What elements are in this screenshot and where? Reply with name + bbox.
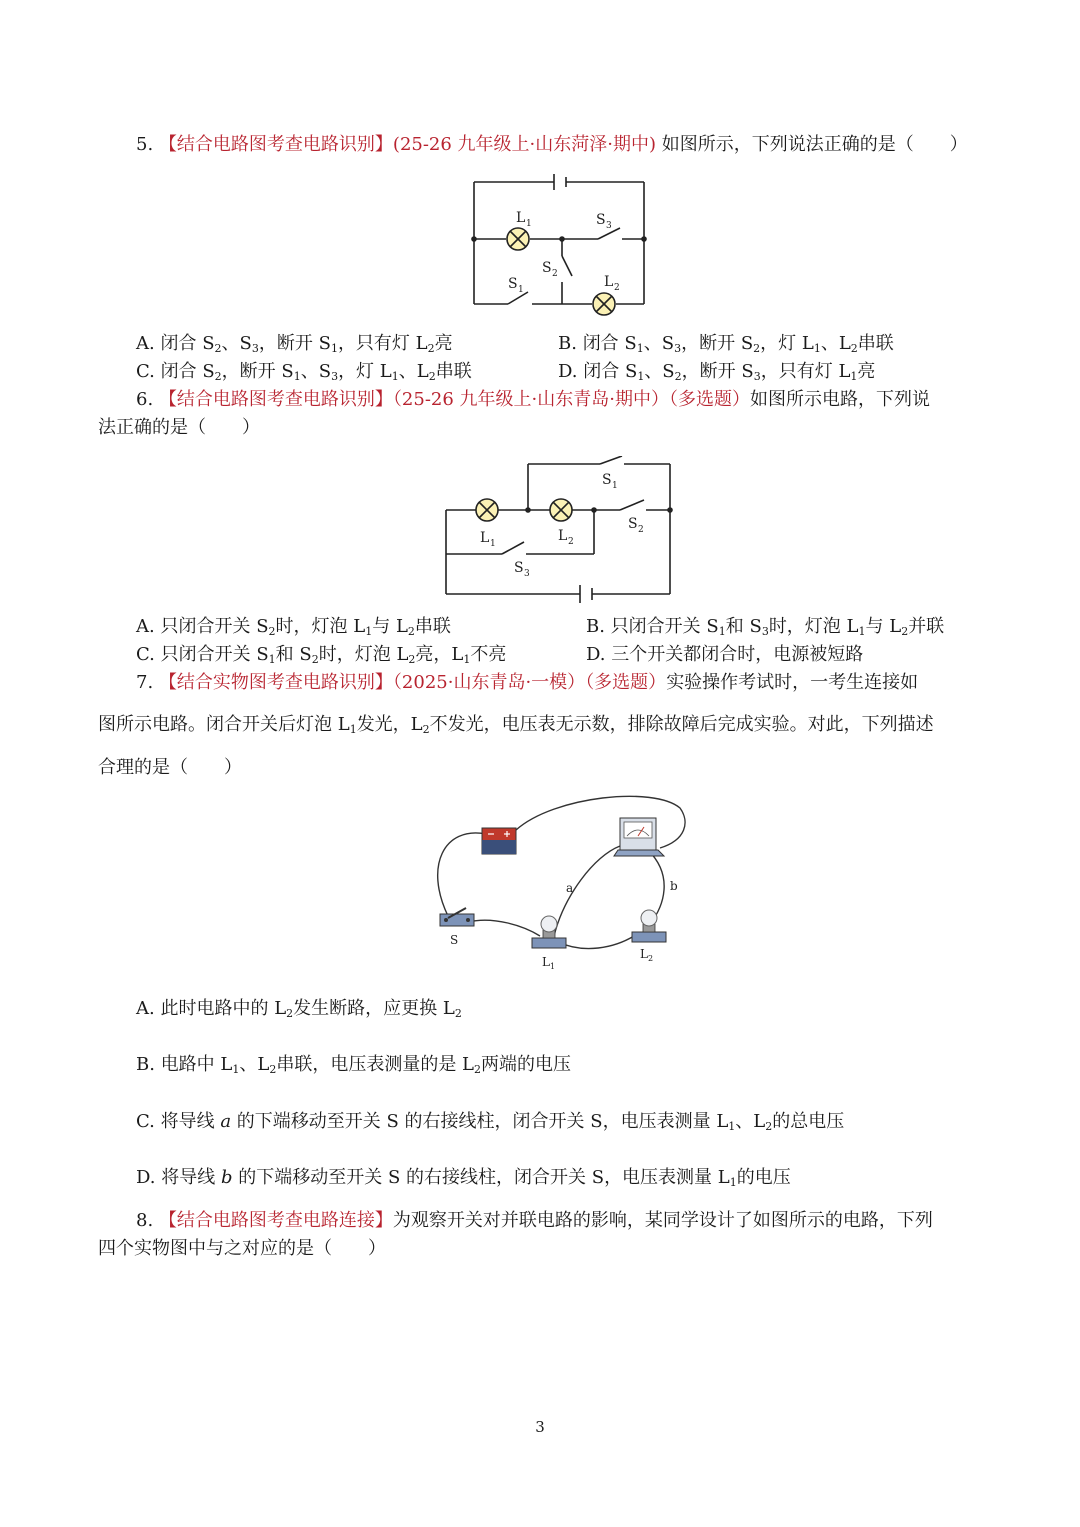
- q7-physical-circuit-figure: [424, 786, 694, 976]
- svg-text:b: b: [670, 879, 678, 893]
- q7-option-d[interactable]: D. 将导线 b 的下端移动至开关 S 的右接线柱，闭合开关 S，电压表测量 $L_1$的电压: [136, 1167, 791, 1189]
- svg-text:1: 1: [612, 481, 618, 491]
- q7-option-c[interactable]: C. 将导线 a 的下端移动至开关 S 的右接线柱，闭合开关 S，电压表测量 $L_1$、$L_2$的总电压: [136, 1111, 845, 1133]
- q7-stem-line1: 7. 【结合实物图考查电路识别】（2025·山东青岛·一模）（多选题）实验操作考试时，一考生连接如: [136, 672, 919, 693]
- q7-stem-line2: 图所示电路。闭合开关后灯泡 $L_1$发光，$L_2$不发光，电压表无示数，排除故障后完成实验。对此，下列描述: [98, 714, 934, 736]
- q5-source: (25-26 九年级上·山东菏泽·期中): [392, 134, 657, 155]
- q5-option-a[interactable]: A. 闭合 $S_2$、$S_3$，断开 $S_1$，只有灯 $L_2$亮: [136, 333, 453, 355]
- svg-text:S: S: [508, 276, 518, 292]
- svg-text:1: 1: [550, 962, 556, 971]
- svg-text:L: L: [480, 530, 490, 546]
- q7-source: （2025·山东青岛·一模）: [392, 672, 586, 693]
- q6-option-a[interactable]: A. 只闭合开关 $S_2$时，灯泡 $L_1$与 $L_2$串联: [136, 616, 451, 638]
- svg-text:L: L: [558, 528, 568, 544]
- q5-stem: 5. 【结合电路图考查电路识别】(25-26 九年级上·山东菏泽·期中) 如图所示，下列说法正确的是（ ）: [136, 134, 968, 155]
- page-number: 3: [535, 1418, 545, 1436]
- q8-stem-line2: 四个实物图中与之对应的是（ ）: [98, 1238, 386, 1259]
- q5-option-c[interactable]: C. 闭合 $S_2$，断开 $S_1$、$S_3$，灯 $L_1$、$L_2$串联: [136, 361, 472, 383]
- q6-lamp-l2-icon: [550, 499, 572, 521]
- q6-tag: 【结合电路图考查电路识别】: [158, 389, 393, 410]
- svg-text:S: S: [542, 260, 552, 276]
- q6-circuit-diagram: [436, 456, 686, 606]
- q6-option-d[interactable]: D. 三个开关都闭合时，电源被短路: [586, 644, 864, 665]
- q5-option-d[interactable]: D. 闭合 $S_1$、$S_2$，断开 $S_3$，只有灯 $L_1$亮: [558, 361, 876, 383]
- q5-lamp-l2-icon: [593, 293, 615, 315]
- svg-text:2: 2: [568, 537, 574, 547]
- svg-text:1: 1: [526, 219, 532, 229]
- q6-option-b[interactable]: B. 只闭合开关 $S_1$和 $S_3$时，灯泡 $L_1$与 $L_2$并联: [586, 616, 945, 638]
- q6-option-c[interactable]: C. 只闭合开关 $S_1$和 $S_2$时，灯泡 $L_2$亮，$L_1$不亮: [136, 644, 507, 666]
- svg-text:S: S: [450, 933, 459, 947]
- q8-stem-line1: 8. 【结合电路图考查电路连接】为观察开关对并联电路的影响，某同学设计了如图所示的电路，下列: [136, 1210, 933, 1231]
- lamp-l2-icon: [632, 910, 666, 942]
- svg-text:S: S: [602, 472, 612, 488]
- svg-text:1: 1: [490, 539, 496, 549]
- q6-multi: （多选题）: [668, 389, 750, 410]
- q7-stem-line3: 合理的是（ ）: [98, 757, 242, 778]
- q6-stem-line1: 6. 【结合电路图考查电路识别】（25-26 九年级上·山东青岛·期中）（多选题）如图所示电路，下列说: [136, 389, 930, 410]
- voltmeter-icon: [614, 818, 664, 856]
- svg-text:S: S: [628, 516, 638, 532]
- svg-text:a: a: [566, 881, 574, 895]
- q8-tag: 【结合电路图考查电路连接】: [158, 1210, 393, 1231]
- svg-text:L: L: [604, 274, 614, 290]
- lamp-l1-icon: [532, 916, 566, 948]
- svg-text:L: L: [542, 955, 550, 969]
- q5-tag: 【结合电路图考查电路识别】: [158, 134, 393, 155]
- q5-circuit-diagram: [460, 170, 660, 320]
- svg-text:2: 2: [638, 525, 644, 535]
- svg-text:S: S: [596, 212, 606, 228]
- svg-text:2: 2: [614, 283, 620, 293]
- q7-option-b[interactable]: B. 电路中 $L_1$、$L_2$串联，电压表测量的是 $L_2$两端的电压: [136, 1054, 572, 1076]
- svg-text:L: L: [516, 210, 526, 226]
- svg-text:3: 3: [606, 221, 612, 231]
- q7-multi: （多选题）: [585, 672, 667, 693]
- q5-option-b[interactable]: B. 闭合 $S_1$、$S_3$，断开 $S_2$，灯 $L_1$、$L_2$串联: [558, 333, 894, 355]
- q6-source: （25-26 九年级上·山东青岛·期中）: [392, 389, 669, 410]
- q7-tag: 【结合实物图考查电路识别】: [158, 672, 393, 693]
- battery-icon: [482, 828, 516, 854]
- svg-text:2: 2: [552, 269, 558, 279]
- svg-text:1: 1: [518, 285, 524, 295]
- q7-option-a[interactable]: A. 此时电路中的 $L_2$发生断路，应更换 $L_2$: [136, 998, 462, 1020]
- q6-stem-line2: 法正确的是（ ）: [98, 417, 260, 438]
- svg-text:L: L: [640, 947, 648, 961]
- q6-lamp-l1-icon: [476, 499, 498, 521]
- svg-text:3: 3: [524, 569, 530, 579]
- svg-text:S: S: [514, 560, 524, 576]
- q5-lamp-l1-icon: [507, 228, 529, 250]
- svg-text:2: 2: [648, 954, 654, 963]
